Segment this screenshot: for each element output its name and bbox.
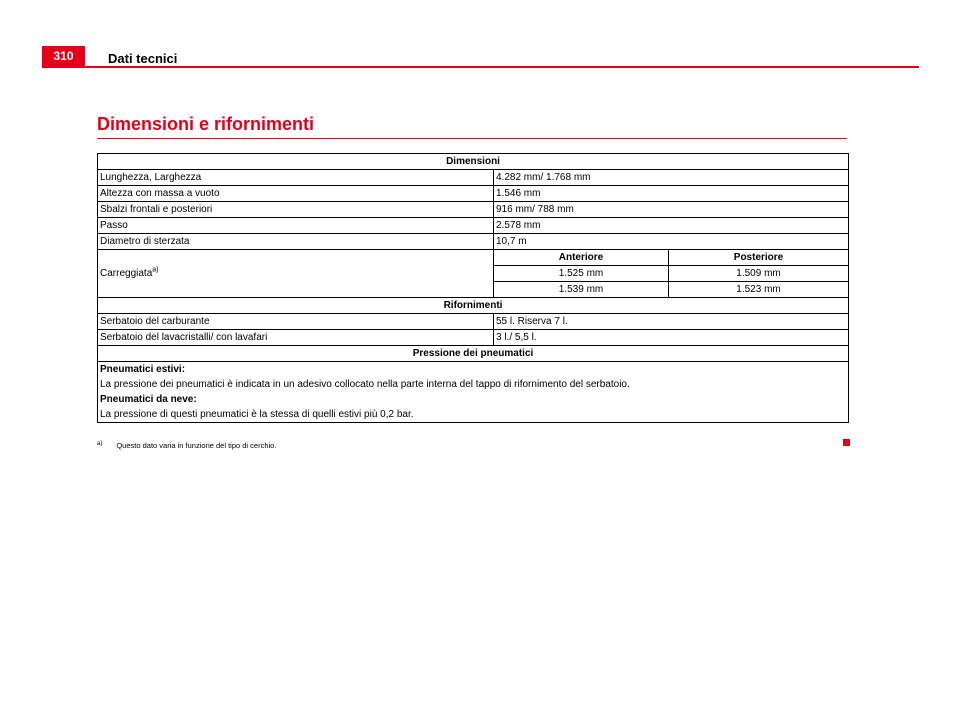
- table-row: [98, 234, 849, 250]
- row-label: Sbalzi frontali e posteriori: [98, 202, 494, 218]
- track-rear-value: 1.523 mm: [669, 282, 849, 298]
- table-row: [98, 218, 849, 234]
- footnote-marker: a): [97, 440, 103, 447]
- footnote-text: Questo dato varia in funzione del tipo di cerchio.: [116, 441, 277, 450]
- track-label-cell: [98, 250, 494, 298]
- page-heading: Dimensioni e rifornimenti: [97, 114, 315, 134]
- dimensions-header-row: [98, 154, 849, 170]
- summer-tyres-text: La pressione dei pneumatici è indicata in un adesivo collocato nella parte interna del tappo di rifornimento del serbatoio.: [100, 379, 630, 390]
- table-row: [98, 314, 849, 330]
- row-label: Diametro di sterzata: [98, 234, 494, 250]
- track-front-value: 1.525 mm: [494, 266, 669, 282]
- row-value: 3 l./ 5,5 l.: [494, 330, 849, 346]
- tyre-row: [98, 362, 849, 423]
- tyre-header-row: [98, 346, 849, 362]
- spec-table: [97, 153, 849, 423]
- winter-tyres-text: La pressione di questi pneumatici è la stessa di quelli estivi più 0,2 bar.: [100, 409, 414, 420]
- summer-tyres-label: Pneumatici estivi:: [100, 364, 186, 375]
- row-value: 55 l. Riserva 7 l.: [494, 314, 849, 330]
- track-rear-header: Posteriore: [669, 250, 849, 266]
- row-label: Passo: [98, 218, 494, 234]
- row-value: 2.578 mm: [494, 218, 849, 234]
- row-label: Altezza con massa a vuoto: [98, 186, 494, 202]
- row-value: 1.546 mm: [494, 186, 849, 202]
- row-value: 10,7 m: [494, 234, 849, 250]
- section-title: Dati tecnici: [108, 51, 178, 66]
- row-value: 916 mm/ 788 mm: [494, 202, 849, 218]
- table-row: [98, 170, 849, 186]
- table-row: [98, 186, 849, 202]
- track-header-row: [98, 250, 849, 266]
- tyre-header: Pressione dei pneumatici: [98, 346, 849, 362]
- footnote: [97, 441, 276, 450]
- row-label: Lunghezza, Larghezza: [98, 170, 494, 186]
- table-row: [98, 330, 849, 346]
- track-rear-value: 1.509 mm: [669, 266, 849, 282]
- dimensions-header: Dimensioni: [98, 154, 849, 170]
- heading-rule: [97, 138, 847, 139]
- page-number: 310: [42, 46, 85, 67]
- winter-tyres-label: Pneumatici da neve:: [100, 394, 197, 405]
- refuelling-header: Rifornimenti: [98, 298, 849, 314]
- table-row: [98, 202, 849, 218]
- row-label: Serbatoio del carburante: [98, 314, 494, 330]
- header-rule: [42, 66, 919, 68]
- refuelling-header-row: [98, 298, 849, 314]
- row-label: Serbatoio del lavacristalli/ con lavafari: [98, 330, 494, 346]
- track-label: Carreggiata: [100, 268, 153, 279]
- tyre-info-cell: [98, 362, 849, 423]
- footnote-ref: a): [152, 266, 159, 274]
- end-of-section-marker: [843, 439, 850, 446]
- track-front-header: Anteriore: [494, 250, 669, 266]
- track-front-value: 1.539 mm: [494, 282, 669, 298]
- row-value: 4.282 mm/ 1.768 mm: [494, 170, 849, 186]
